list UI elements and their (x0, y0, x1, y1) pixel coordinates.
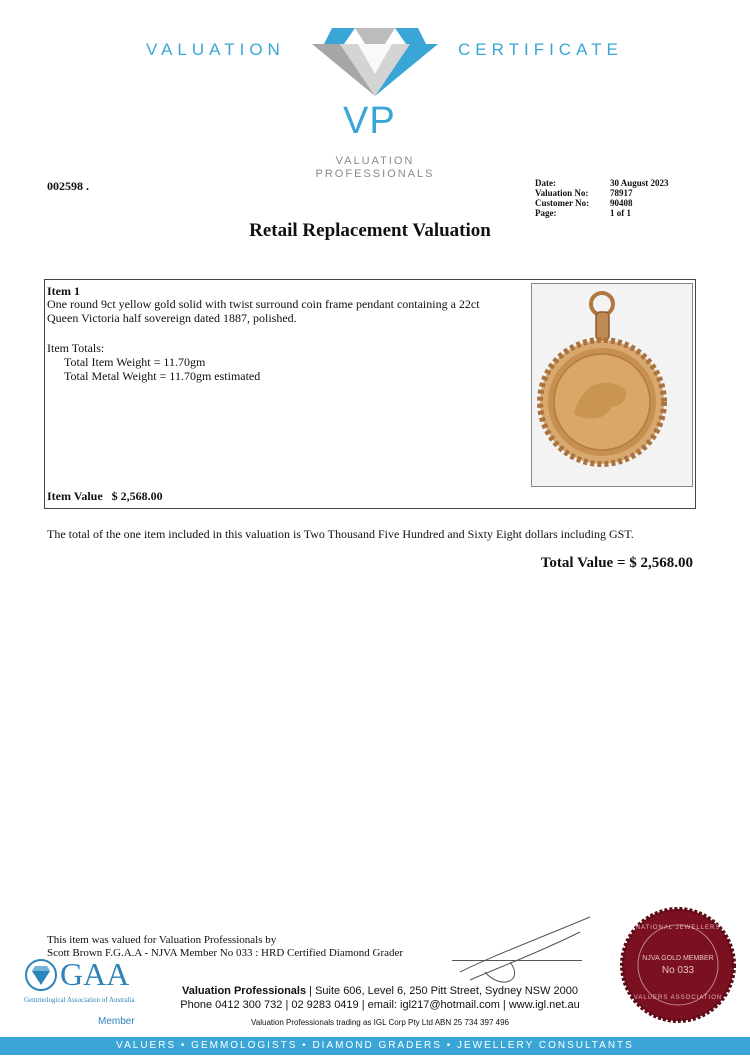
item-description-line-2: Queen Victoria half sovereign dated 1887, polished. (47, 311, 297, 325)
contact-address: | Suite 606, Level 6, 250 Pitt Street, Sydney NSW 2000 (306, 985, 578, 997)
seal-top-text: NATIONAL JEWELLERS (635, 925, 721, 931)
gaa-caption: Gemmological Association of Australia (24, 996, 135, 1004)
logo-subtitle (305, 155, 445, 181)
meta-label-customer-no: Customer No: (535, 198, 590, 208)
item-photo (531, 283, 693, 487)
valuer-line-1: This item was valued for Valuation Professionals by (47, 934, 277, 946)
meta-label-page: Page: (535, 208, 557, 218)
contact-address-line (160, 984, 600, 998)
vp-logo-text: VP (343, 100, 396, 142)
item-metal-weight: Total Metal Weight = 11.70gm estimated (64, 369, 261, 383)
logo-subtitle-line-1: VALUATION (335, 155, 415, 167)
total-value: Total Value = $ 2,568.00 (540, 555, 693, 571)
footer-bar: VALUERS • GEMMOLOGISTS • DIAMOND GRADERS • JEWELLERY CONSULTANTS (0, 1037, 750, 1055)
certificate-reference: 002598 . (47, 179, 89, 193)
item-description-line-1: One round 9ct yellow gold solid with twist surround coin frame pendant containing a 22ct (47, 297, 480, 311)
contact-trading: Valuation Professionals trading as IGL Corp Pty Ltd ABN 25 734 397 496 (251, 1018, 509, 1027)
gold-coin-pendant-icon (532, 284, 692, 486)
page-title: Retail Replacement Valuation (249, 220, 491, 241)
signature-icon (430, 912, 600, 992)
meta-label-valuation-no: Valuation No: (535, 188, 589, 198)
meta-value-customer-no: 90408 (610, 198, 633, 208)
contact-block (160, 984, 600, 1012)
item-totals-heading: Item Totals: (47, 341, 105, 355)
contact-phones: Phone 0412 300 732 | 02 9283 0419 | email: igl217@hotmail.com | www.igl.net.au (180, 999, 580, 1011)
meta-values (610, 178, 710, 218)
njva-seal (618, 905, 738, 1025)
gaa-member: Member (98, 1016, 135, 1027)
meta-label-date: Date: (535, 178, 556, 188)
valuer-line-2: Scott Brown F.G.A.A - NJVA Member No 033 : HRD Certified Diamond Grader (47, 947, 404, 959)
diamond-logo-icon (310, 26, 440, 106)
meta-value-valuation-no: 78917 (610, 188, 633, 198)
header-valuation-word: VALUATION (146, 40, 285, 59)
logo-subtitle-line-2: PROFESSIONALS (315, 168, 435, 180)
item-total-weight: Total Item Weight = 11.70gm (64, 355, 206, 369)
item-value-amount: $ 2,568.00 (111, 489, 163, 503)
seal-line-2: No 033 (661, 965, 695, 976)
meta-labels (535, 178, 605, 218)
gaa-logo: GAA (60, 956, 130, 992)
item-value-label: Item Value (47, 489, 103, 503)
gaa-diamond-icon (24, 958, 58, 992)
seal-bottom-text: VALUERS ASSOCIATION (633, 995, 723, 1001)
meta-value-page: 1 of 1 (610, 208, 631, 218)
item-heading: Item 1 (47, 284, 80, 298)
contact-company: Valuation Professionals (182, 985, 307, 997)
header-certificate-word: CERTIFICATE (458, 40, 623, 59)
seal-line-1: NJVA GOLD MEMBER (642, 955, 714, 962)
item-value-row (47, 489, 163, 503)
valuation-summary-sentence: The total of the one item included in this valuation is Two Thousand Five Hundred and Sixty Eight dollars including GST. (47, 527, 634, 541)
meta-value-date: 30 August 2023 (610, 178, 669, 188)
